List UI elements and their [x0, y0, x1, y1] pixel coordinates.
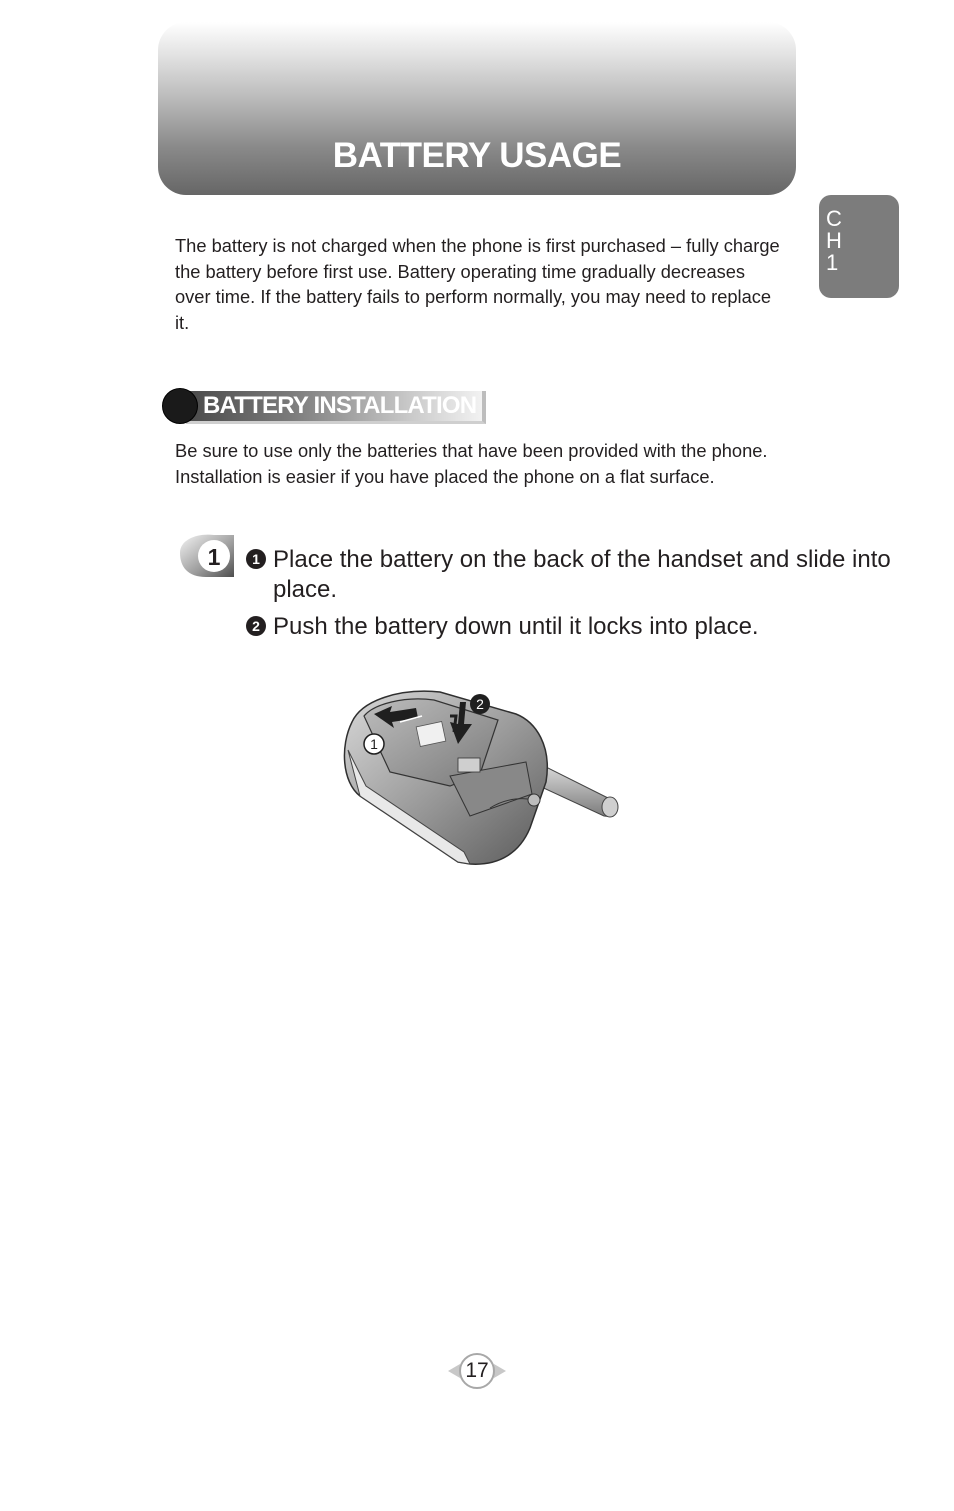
chapter-tab-line: H [826, 228, 842, 253]
chapter-tab-line: 1 [826, 250, 839, 275]
step-instruction-1 [246, 545, 954, 605]
page-number: 17 [465, 1359, 489, 1382]
phone-battery-illustration [330, 686, 622, 868]
callout-2: 2 [476, 696, 484, 712]
page-title: BATTERY USAGE [332, 136, 622, 175]
page-number-badge [446, 1350, 508, 1392]
intro-paragraph: The battery is not charged when the phone is first purchased – fully charge the battery before first use. Battery operating time gradually decreases over time. If the battery fails to perform normally, you may need to replace it. [175, 235, 780, 333]
step-text-1: Place the battery on the back of the handset and slide into place. [273, 546, 891, 603]
section-bullet-icon [162, 388, 198, 424]
callout-1: 1 [370, 736, 378, 752]
chapter-tab [819, 195, 899, 298]
step-marker-1: 1 [246, 549, 266, 569]
section-title: BATTERY INSTALLATION [203, 392, 477, 419]
step-text-2: Push the battery down until it locks into place. [273, 613, 759, 640]
step-marker-2: 2 [246, 616, 266, 636]
chapter-tab-line: C [826, 206, 842, 231]
section-paragraph: Be sure to use only the batteries that have been provided with the phone. Installation is easier if you have placed the phone on a flat surface. [175, 440, 768, 487]
step-number: 1 [207, 544, 221, 570]
step-instruction-2 [246, 612, 759, 642]
section-heading [162, 388, 486, 424]
